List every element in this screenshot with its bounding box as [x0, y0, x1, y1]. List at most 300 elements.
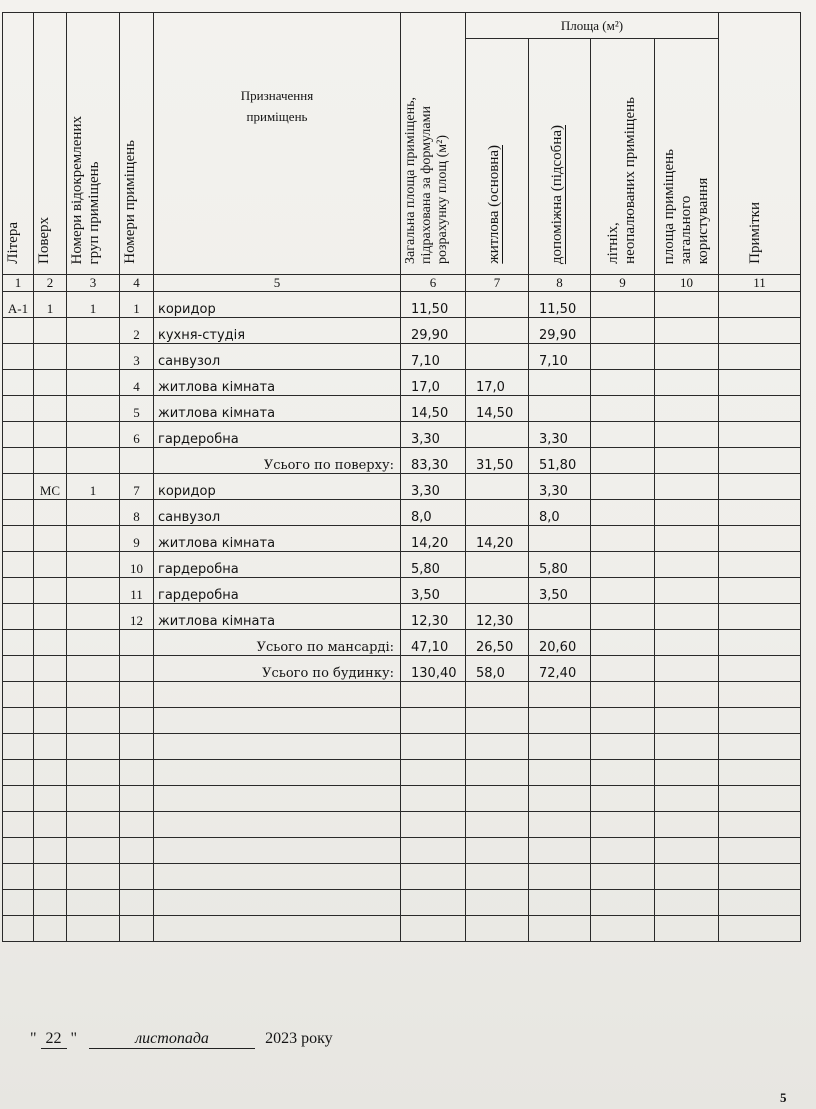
empty-cell	[655, 630, 719, 656]
aux-area-cell: 5,80	[529, 552, 591, 578]
empty-row	[3, 864, 801, 890]
room-number-cell: 8	[120, 500, 154, 526]
empty-cell	[120, 760, 154, 786]
empty-cell	[655, 708, 719, 734]
quote-close: "	[70, 1030, 78, 1047]
empty-cell	[719, 578, 801, 604]
empty-cell	[719, 370, 801, 396]
empty-cell	[34, 812, 67, 838]
aux-area-cell: 3,50	[529, 578, 591, 604]
column-number: 7	[466, 275, 529, 292]
empty-cell	[591, 656, 655, 682]
living-area-cell: 26,50	[466, 630, 529, 656]
living-area-cell: 14,20	[466, 526, 529, 552]
empty-cell	[655, 812, 719, 838]
empty-cell	[529, 786, 591, 812]
group-cell: 1	[67, 292, 120, 318]
empty-cell	[466, 890, 529, 916]
room-number-cell: 6	[120, 422, 154, 448]
group-cell: 1	[67, 474, 120, 500]
empty-cell	[401, 916, 466, 942]
empty-cell	[154, 682, 401, 708]
column-number: 2	[34, 275, 67, 292]
room-number-cell: 4	[120, 370, 154, 396]
empty-cell	[719, 344, 801, 370]
header-purpose: Призначення приміщень	[154, 13, 401, 275]
total-area-cell: 47,10	[401, 630, 466, 656]
aux-area-cell: 20,60	[529, 630, 591, 656]
empty-cell	[401, 864, 466, 890]
aux-area-cell: 51,80	[529, 448, 591, 474]
empty-cell	[719, 604, 801, 630]
empty-cell	[3, 786, 34, 812]
empty-cell	[529, 864, 591, 890]
empty-cell	[591, 604, 655, 630]
inventory-table-frame	[2, 12, 800, 974]
empty-cell	[401, 708, 466, 734]
empty-cell	[154, 760, 401, 786]
empty-cell	[401, 838, 466, 864]
litera-cell	[3, 344, 34, 370]
room-row	[3, 526, 801, 552]
living-area-cell	[466, 422, 529, 448]
group-cell	[67, 422, 120, 448]
empty-cell	[401, 890, 466, 916]
aux-area-cell: 3,30	[529, 474, 591, 500]
empty-cell	[655, 604, 719, 630]
aux-area-cell: 8,0	[529, 500, 591, 526]
total-area-cell: 12,30	[401, 604, 466, 630]
empty-cell	[719, 292, 801, 318]
room-number-cell: 11	[120, 578, 154, 604]
empty-cell	[67, 890, 120, 916]
empty-cell	[591, 396, 655, 422]
rooms-table	[2, 12, 801, 942]
floor-cell	[34, 422, 67, 448]
empty-row	[3, 734, 801, 760]
empty-cell	[591, 708, 655, 734]
header-area-group: Площа (м²)	[466, 13, 719, 39]
empty-cell	[67, 734, 120, 760]
empty-cell	[154, 890, 401, 916]
empty-cell	[67, 708, 120, 734]
room-row	[3, 396, 801, 422]
empty-cell	[719, 474, 801, 500]
aux-area-cell	[529, 370, 591, 396]
empty-cell	[120, 448, 154, 474]
empty-cell	[466, 786, 529, 812]
empty-cell	[591, 500, 655, 526]
empty-cell	[34, 734, 67, 760]
living-area-cell: 31,50	[466, 448, 529, 474]
empty-cell	[655, 916, 719, 942]
litera-cell: А-1	[3, 292, 34, 318]
empty-cell	[719, 838, 801, 864]
empty-cell	[466, 838, 529, 864]
empty-cell	[67, 630, 120, 656]
empty-row	[3, 812, 801, 838]
empty-cell	[401, 682, 466, 708]
empty-cell	[466, 760, 529, 786]
empty-cell	[154, 812, 401, 838]
empty-cell	[34, 630, 67, 656]
date-year: 2023 року	[265, 1030, 333, 1047]
empty-cell	[591, 760, 655, 786]
empty-cell	[401, 734, 466, 760]
empty-cell	[591, 448, 655, 474]
header-living: житлова (основна)	[466, 39, 529, 275]
empty-cell	[591, 552, 655, 578]
empty-cell	[529, 708, 591, 734]
date-line	[30, 1030, 333, 1049]
empty-cell	[591, 422, 655, 448]
living-area-cell: 17,0	[466, 370, 529, 396]
total-area-cell: 3,50	[401, 578, 466, 604]
empty-cell	[3, 448, 34, 474]
empty-cell	[466, 734, 529, 760]
empty-cell	[154, 786, 401, 812]
aux-area-cell: 3,30	[529, 422, 591, 448]
room-name-cell: санвузол	[154, 344, 401, 370]
empty-cell	[34, 760, 67, 786]
room-number-cell: 5	[120, 396, 154, 422]
empty-cell	[591, 344, 655, 370]
empty-cell	[655, 838, 719, 864]
empty-cell	[591, 292, 655, 318]
aux-area-cell: 11,50	[529, 292, 591, 318]
empty-cell	[34, 708, 67, 734]
room-row	[3, 604, 801, 630]
room-number-cell: 10	[120, 552, 154, 578]
group-cell	[67, 526, 120, 552]
header-room-numbers: Номери приміщень	[120, 13, 154, 275]
empty-cell	[120, 890, 154, 916]
room-name-cell: санвузол	[154, 500, 401, 526]
total-row	[3, 656, 801, 682]
aux-area-cell: 7,10	[529, 344, 591, 370]
empty-cell	[591, 578, 655, 604]
empty-cell	[591, 734, 655, 760]
empty-cell	[401, 786, 466, 812]
column-number: 1	[3, 275, 34, 292]
empty-row	[3, 708, 801, 734]
aux-area-cell	[529, 396, 591, 422]
empty-cell	[3, 656, 34, 682]
empty-cell	[3, 812, 34, 838]
total-label: Усього по поверху:	[154, 448, 401, 474]
empty-cell	[529, 682, 591, 708]
empty-cell	[591, 474, 655, 500]
room-name-cell: житлова кімната	[154, 396, 401, 422]
empty-cell	[655, 370, 719, 396]
room-row	[3, 344, 801, 370]
column-number: 3	[67, 275, 120, 292]
room-number-cell: 7	[120, 474, 154, 500]
quote-open: "	[30, 1030, 37, 1047]
empty-cell	[120, 916, 154, 942]
litera-cell	[3, 422, 34, 448]
empty-row	[3, 916, 801, 942]
column-number: 8	[529, 275, 591, 292]
empty-cell	[655, 656, 719, 682]
empty-row	[3, 682, 801, 708]
empty-cell	[34, 656, 67, 682]
room-name-cell: житлова кімната	[154, 604, 401, 630]
living-area-cell: 12,30	[466, 604, 529, 630]
empty-cell	[466, 864, 529, 890]
empty-cell	[120, 838, 154, 864]
empty-cell	[591, 370, 655, 396]
empty-row	[3, 890, 801, 916]
total-row	[3, 448, 801, 474]
room-name-cell: кухня-студія	[154, 318, 401, 344]
header-groups: Номери відокремлених груп приміщень	[67, 13, 120, 275]
column-number: 11	[719, 275, 801, 292]
empty-cell	[591, 812, 655, 838]
empty-row	[3, 786, 801, 812]
floor-cell	[34, 396, 67, 422]
empty-cell	[719, 396, 801, 422]
empty-cell	[719, 630, 801, 656]
empty-cell	[466, 682, 529, 708]
empty-cell	[719, 500, 801, 526]
total-area-cell: 14,20	[401, 526, 466, 552]
empty-cell	[34, 448, 67, 474]
floor-cell: 1	[34, 292, 67, 318]
living-area-cell	[466, 474, 529, 500]
room-row	[3, 500, 801, 526]
room-row	[3, 318, 801, 344]
living-area-cell	[466, 292, 529, 318]
room-name-cell: коридор	[154, 292, 401, 318]
header-litera: Літера	[3, 13, 34, 275]
aux-area-cell	[529, 604, 591, 630]
empty-cell	[719, 812, 801, 838]
litera-cell	[3, 578, 34, 604]
empty-row	[3, 838, 801, 864]
group-cell	[67, 344, 120, 370]
group-cell	[67, 578, 120, 604]
group-cell	[67, 318, 120, 344]
floor-cell	[34, 500, 67, 526]
column-number: 9	[591, 275, 655, 292]
living-area-cell: 58,0	[466, 656, 529, 682]
empty-cell	[154, 864, 401, 890]
total-area-cell: 3,30	[401, 474, 466, 500]
empty-cell	[3, 916, 34, 942]
aux-area-cell	[529, 526, 591, 552]
empty-cell	[120, 734, 154, 760]
aux-area-cell: 29,90	[529, 318, 591, 344]
empty-cell	[591, 318, 655, 344]
empty-cell	[154, 708, 401, 734]
empty-cell	[719, 682, 801, 708]
empty-cell	[3, 890, 34, 916]
living-area-cell	[466, 500, 529, 526]
room-row	[3, 474, 801, 500]
group-cell	[67, 552, 120, 578]
empty-cell	[591, 890, 655, 916]
empty-cell	[67, 682, 120, 708]
empty-cell	[655, 578, 719, 604]
empty-cell	[154, 838, 401, 864]
room-name-cell: житлова кімната	[154, 526, 401, 552]
header-total-area: Загальна площа приміщень, підрахована за формулами розрахунку площ (м²)	[401, 13, 466, 275]
empty-cell	[719, 318, 801, 344]
empty-cell	[3, 682, 34, 708]
floor-cell: МС	[34, 474, 67, 500]
living-area-cell: 14,50	[466, 396, 529, 422]
room-name-cell: житлова кімната	[154, 370, 401, 396]
total-label: Усього по мансарді:	[154, 630, 401, 656]
total-area-cell: 3,30	[401, 422, 466, 448]
empty-cell	[154, 734, 401, 760]
living-area-cell	[466, 344, 529, 370]
group-cell	[67, 500, 120, 526]
empty-cell	[67, 864, 120, 890]
column-number: 6	[401, 275, 466, 292]
empty-cell	[120, 812, 154, 838]
empty-cell	[529, 890, 591, 916]
empty-cell	[655, 682, 719, 708]
empty-cell	[466, 708, 529, 734]
empty-cell	[120, 864, 154, 890]
header-summer: літніх, неопалюваних приміщень	[591, 39, 655, 275]
room-name-cell: гардеробна	[154, 578, 401, 604]
column-number-row	[3, 275, 801, 292]
room-number-cell: 3	[120, 344, 154, 370]
total-row	[3, 630, 801, 656]
empty-cell	[655, 318, 719, 344]
total-area-cell: 7,10	[401, 344, 466, 370]
empty-cell	[529, 734, 591, 760]
empty-cell	[719, 708, 801, 734]
empty-cell	[67, 760, 120, 786]
group-cell	[67, 396, 120, 422]
empty-cell	[34, 864, 67, 890]
empty-cell	[529, 916, 591, 942]
empty-cell	[655, 734, 719, 760]
empty-cell	[34, 916, 67, 942]
litera-cell	[3, 604, 34, 630]
empty-cell	[3, 734, 34, 760]
empty-cell	[719, 734, 801, 760]
header-notes: Примітки	[719, 13, 801, 275]
living-area-cell	[466, 552, 529, 578]
empty-cell	[655, 344, 719, 370]
empty-cell	[120, 682, 154, 708]
header-common: площа приміщень загального користування	[655, 39, 719, 275]
floor-cell	[34, 604, 67, 630]
room-number-cell: 2	[120, 318, 154, 344]
group-cell	[67, 604, 120, 630]
total-area-cell: 29,90	[401, 318, 466, 344]
empty-cell	[3, 708, 34, 734]
empty-cell	[154, 916, 401, 942]
floor-cell	[34, 578, 67, 604]
column-number: 10	[655, 275, 719, 292]
empty-cell	[34, 682, 67, 708]
empty-cell	[591, 864, 655, 890]
empty-cell	[719, 448, 801, 474]
empty-cell	[655, 890, 719, 916]
total-area-cell: 5,80	[401, 552, 466, 578]
empty-cell	[591, 630, 655, 656]
room-row	[3, 292, 801, 318]
litera-cell	[3, 474, 34, 500]
floor-cell	[34, 370, 67, 396]
room-name-cell: гардеробна	[154, 552, 401, 578]
empty-cell	[3, 630, 34, 656]
empty-cell	[655, 786, 719, 812]
litera-cell	[3, 526, 34, 552]
total-area-cell: 8,0	[401, 500, 466, 526]
empty-cell	[655, 422, 719, 448]
empty-cell	[655, 292, 719, 318]
rooms-table-body	[3, 292, 801, 942]
empty-cell	[591, 682, 655, 708]
empty-cell	[67, 916, 120, 942]
aux-area-cell: 72,40	[529, 656, 591, 682]
date-month: листопада	[89, 1030, 255, 1049]
empty-cell	[529, 760, 591, 786]
empty-cell	[719, 422, 801, 448]
empty-cell	[120, 708, 154, 734]
header-floor: Поверх	[34, 13, 67, 275]
floor-cell	[34, 318, 67, 344]
empty-cell	[719, 890, 801, 916]
empty-cell	[655, 526, 719, 552]
litera-cell	[3, 500, 34, 526]
date-day: 22	[41, 1030, 67, 1049]
total-area-cell: 11,50	[401, 292, 466, 318]
total-area-cell: 14,50	[401, 396, 466, 422]
empty-cell	[719, 656, 801, 682]
empty-cell	[67, 448, 120, 474]
empty-cell	[655, 500, 719, 526]
room-number-cell: 9	[120, 526, 154, 552]
room-name-cell: гардеробна	[154, 422, 401, 448]
empty-cell	[655, 396, 719, 422]
total-label: Усього по будинку:	[154, 656, 401, 682]
page-number: 5	[780, 1090, 787, 1105]
empty-cell	[655, 474, 719, 500]
empty-cell	[719, 760, 801, 786]
empty-cell	[34, 838, 67, 864]
floor-cell	[34, 344, 67, 370]
empty-cell	[401, 812, 466, 838]
empty-cell	[401, 760, 466, 786]
empty-cell	[67, 812, 120, 838]
total-area-cell: 130,40	[401, 656, 466, 682]
living-area-cell	[466, 318, 529, 344]
empty-cell	[466, 916, 529, 942]
empty-row	[3, 760, 801, 786]
empty-cell	[719, 552, 801, 578]
empty-cell	[120, 656, 154, 682]
litera-cell	[3, 318, 34, 344]
empty-cell	[529, 838, 591, 864]
empty-cell	[466, 812, 529, 838]
column-number: 5	[154, 275, 401, 292]
empty-cell	[591, 916, 655, 942]
empty-cell	[3, 838, 34, 864]
empty-cell	[655, 552, 719, 578]
empty-cell	[655, 448, 719, 474]
empty-cell	[67, 838, 120, 864]
room-row	[3, 578, 801, 604]
empty-cell	[120, 786, 154, 812]
